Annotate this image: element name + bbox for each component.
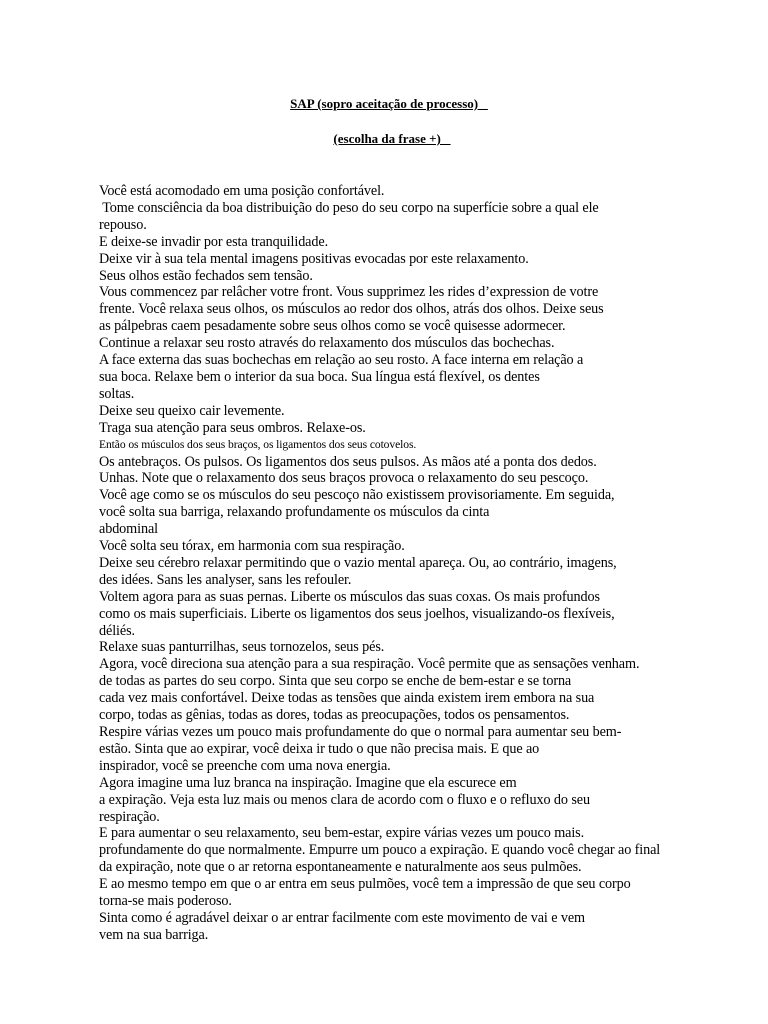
text-line: Voltem agora para as suas pernas. Liberte os músculos das suas coxas. Os mais profundos	[99, 588, 600, 605]
text-line: Deixe vir à sua tela mental imagens positivas evocadas por este relaxamento.	[99, 250, 529, 267]
text-line: Você age como se os músculos do seu pescoço não existissem provisoriamente. Em seguida,	[99, 487, 615, 504]
text-line: a expiração. Veja esta luz mais ou menos clara de acordo com o fluxo e o refluxo do seu	[99, 791, 590, 808]
text-line: Deixe seu cérebro relaxar permitindo que o vazio mental apareça. Ou, ao contrário, imagens,	[99, 554, 617, 571]
document-body	[99, 183, 719, 944]
text-line: abdominal	[99, 521, 158, 538]
text-line: sua boca. Relaxe bem o interior da sua boca. Sua língua está flexível, os dentes	[99, 368, 540, 385]
text-line: des idées. Sans les analyser, sans les refouler.	[99, 571, 352, 588]
text-line: Os antebraços. Os pulsos. Os ligamentos dos seus pulsos. As mãos até a ponta dos dedos.	[99, 453, 597, 470]
text-line: Sinta como é agradável deixar o ar entrar facilmente com este movimento de vai e vem	[99, 909, 585, 926]
text-line: Agora imagine uma luz branca na inspiração. Imagine que ela escurece em	[99, 774, 517, 791]
text-line: Você solta seu tórax, em harmonia com sua respiração.	[99, 538, 405, 555]
text-line: de todas as partes do seu corpo. Sinta que seu corpo se enche de bem-estar e se torna	[99, 673, 572, 690]
text-line: cada vez mais confortável. Deixe todas as tensões que ainda existem irem embora na sua	[99, 690, 595, 707]
text-line: da expiração, note que o ar retorna espontaneamente e naturalmente aos seus pulmões.	[99, 859, 582, 876]
text-line: E para aumentar o seu relaxamento, seu bem-estar, expire várias vezes um pouco mais.	[99, 825, 585, 842]
text-line: Agora, você direciona sua atenção para a sua respiração. Você permite que as sensações venham.	[99, 656, 640, 673]
text-line: soltas.	[99, 385, 135, 402]
text-line: vem na sua barriga.	[99, 926, 209, 943]
text-line: E ao mesmo tempo em que o ar entra em seus pulmões, você tem a impressão de que seu corpo	[99, 876, 631, 893]
text-line: Relaxe suas panturrilhas, seus tornozelos, seus pés.	[99, 639, 385, 656]
text-line: Tome consciência da boa distribuição do peso do seu corpo na superfície sobre a qual ele	[99, 199, 599, 216]
text-line: as pálpebras caem pesadamente sobre seus olhos como se você quisesse adormecer.	[99, 318, 566, 335]
text-line: déliés.	[99, 622, 135, 639]
text-line: E deixe-se invadir por esta tranquilidade.	[99, 233, 329, 250]
text-line: Continue a relaxar seu rosto através do relaxamento dos músculos das bochechas.	[99, 335, 555, 352]
document-subtitle: (escolha da frase +)	[333, 131, 451, 146]
text-line: corpo, todas as gênias, todas as dores, todas as preocupações, todos os pensamentos.	[99, 707, 570, 724]
text-line: Então os músculos dos seus braços, os ligamentos dos seus cotovelos.	[99, 437, 417, 451]
text-line: estão. Sinta que ao expirar, você deixa ir tudo o que não precisa mais. E que ao	[99, 740, 540, 757]
text-line: respiração.	[99, 808, 160, 825]
text-line: Respire várias vezes um pouco mais profundamente do que o normal para aumentar seu bem-	[99, 724, 622, 740]
text-line: A face externa das suas bochechas em relação ao seu rosto. A face interna em relação a	[99, 352, 584, 369]
text-line: Seus olhos estão fechados sem tensão.	[99, 267, 313, 284]
text-line: como os mais superficiais. Liberte os ligamentos dos seus joelhos, visualizando-os flexíveis,	[99, 605, 615, 622]
text-line: frente. Você relaxa seus olhos, os músculos ao redor dos olhos, atrás dos olhos. Deixe seus	[99, 301, 604, 318]
text-line: Você está acomodado em uma posição confortável.	[99, 183, 385, 199]
text-line: profundamente do que normalmente. Empurre um pouco a expiração. E quando você chegar ao final	[99, 842, 661, 859]
text-line: você solta sua barriga, relaxando profundamente os músculos da cinta	[99, 504, 490, 521]
text-line: Deixe seu queixo cair levemente.	[99, 402, 285, 419]
text-line: Unhas. Note que o relaxamento dos seus braços provoca o relaxamento do seu pescoço.	[99, 470, 589, 487]
text-line: inspirador, você se preenche com uma nova energia.	[99, 757, 391, 774]
text-line: Traga sua atenção para seus ombros. Relaxe-os.	[99, 419, 366, 436]
text-line: Vous commencez par relâcher votre front. Vous supprimez les rides d’expression de votre	[99, 284, 599, 301]
text-line: torna-se mais poderoso.	[99, 893, 232, 910]
document-title: SAP (sopro aceitação de processo)	[290, 96, 488, 111]
text-line: repouso.	[99, 216, 147, 233]
